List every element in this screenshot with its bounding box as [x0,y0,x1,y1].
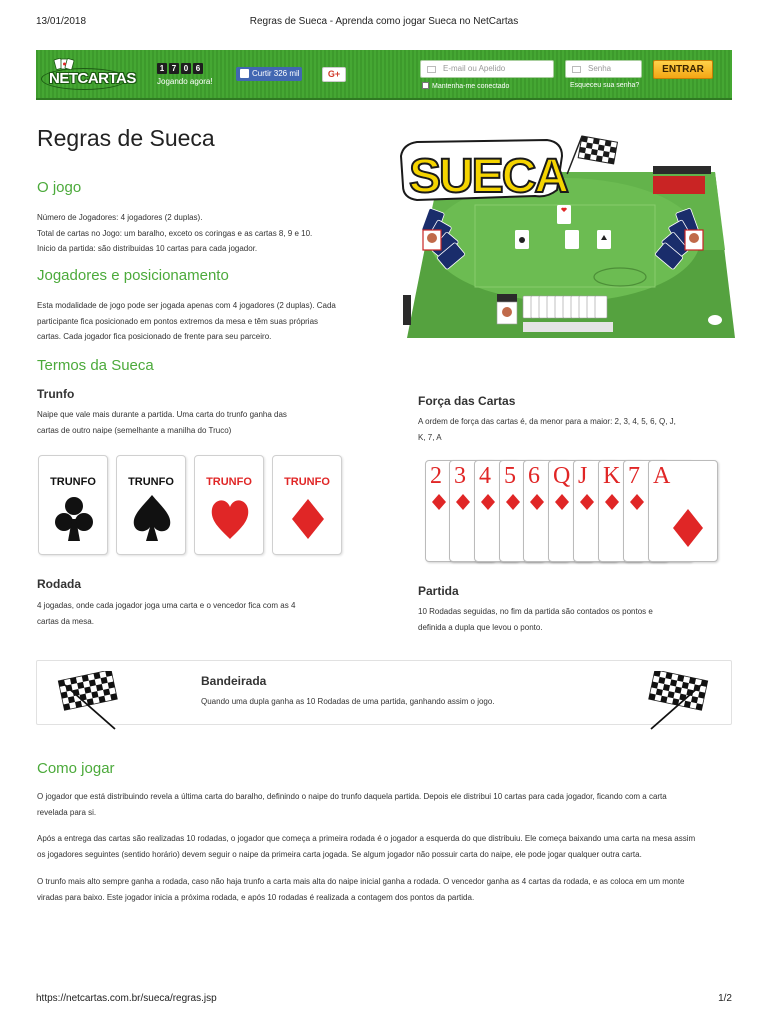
text-line: Inicio da partida: são distribuidas 10 cartas para cada jogador. [37,244,258,253]
strength-card: Q [548,460,618,562]
password-placeholder: Senha [588,64,612,73]
como-jogar-paragraph-1 [37,789,732,820]
print-date: 13/01/2018 [36,16,87,27]
email-input[interactable] [420,60,554,78]
strength-card: 4 [474,460,544,562]
key-icon [572,66,581,73]
section-heading-jogadores: Jogadores e posicionamento [37,267,229,284]
text-line: 10 Rodadas seguidas, no fim da partida são contados os pontos e [418,607,653,616]
text-line: Esta modalidade de jogo pode ser jogada apenas com 4 jogadores (2 duplas). Cada [37,301,336,310]
text-line: cartas da mesa. [37,616,94,626]
envelope-icon [427,66,436,73]
text-line: participante fica posicionado em pontos extremos da mesa e têm suas próprias [37,316,319,326]
partida-text [418,604,653,635]
jogadores-text [37,298,336,345]
counter-digit: 6 [193,63,203,74]
trunfo-card-label: TRUNFO [206,476,252,488]
card-strength-sequence [425,460,725,565]
rodada-heading: Rodada [37,577,82,591]
text-line: cartas de outro naipe (semelhante a manilha do Truco) [37,425,232,435]
players-counter-label: Jogando agora! [157,77,213,86]
text-line: definida a dupla que levou o ponto. [418,622,543,632]
text-line: Após a entrega das cartas são realizadas 10 rodadas, o jogador que começa a primeira rodada é o jogador a esquerda do que distribuiu. Ele começa baixando uma carta na mesa assim [37,834,696,843]
keep-connected-label: Mantenha-me conectado [432,83,510,90]
forgot-password-link[interactable]: Esqueceu sua senha? [570,82,640,89]
strength-card: 7 [623,460,693,562]
email-placeholder: E-mail ou Apelido [443,64,506,73]
trunfo-card-label: TRUNFO [284,476,330,488]
strength-card: 2 [425,460,495,562]
counter-digit: 7 [169,63,179,74]
text-line: K, 7, A [418,432,442,442]
players-counter [157,63,203,74]
section-heading-termos: Termos da Sueca [37,357,154,374]
text-line: Total de cartas no Jogo: um baralho, exceto os coringas e as cartas 8, 9 e 10. [37,228,313,238]
checkered-flag-icon [643,671,713,731]
text-line: O trunfo mais alto sempre ganha a rodada, caso não haja trunfo a carta mais alta do naipe inicial ganha a rodada. O vencedor ganha as 4 cartas da rodada, e as coloca em um monte [37,877,685,886]
print-page-number: 1/2 [718,993,732,1004]
login-button[interactable]: ENTRAR [653,60,713,79]
checkbox-icon [422,82,429,89]
keep-connected-checkbox[interactable] [422,82,509,90]
text-line: viradas para baixo. Este jogador inicia a próxima rodada, e após 10 rodadas é realizada a contagem dos pontos da partida. [37,892,475,902]
facebook-like-button[interactable] [236,67,302,81]
text-line: A ordem de força das cartas é, da menor para a maior: 2, 3, 4, 5, 6, Q, J, [418,417,676,426]
text-line: os jogadores seguintes (sentido horário) devem seguir o naipe da primeira carta jogada. Se algum jogador não possuir carta do naipe, ele pode jogar qualquer outra carta. [37,849,642,859]
cards-icon [53,58,75,70]
trunfo-card-label: TRUNFO [50,476,96,488]
bandeirada-text: Quando uma dupla ganha as 10 Rodadas de uma partida, ganhando assim o jogo. [201,697,495,706]
section-heading-o-jogo: O jogo [37,179,82,196]
strength-card: A [648,460,718,562]
text-line: O jogador que está distribuindo revela a última carta do baralho, definindo o naipe do trunfo daquela partida. Depois ele distribui 10 cartas para cada jogador, ficando com a carta [37,792,667,801]
text-line: revelada para si. [37,807,97,817]
como-jogar-paragraph-2 [37,831,732,862]
page-title: Regras de Sueca [37,125,215,151]
diamonds-icon [673,509,703,547]
bandeirada-box [36,660,732,725]
print-url[interactable]: https://netcartas.com.br/sueca/regras.jsp [36,993,217,1004]
trunfo-card-diamonds [272,455,342,555]
svg-text:SUECA: SUECA [409,150,568,203]
netcartas-logo[interactable] [41,60,136,88]
trunfo-card-clubs [38,455,108,555]
hearts-icon [210,493,250,545]
forca-heading: Força das Cartas [418,394,516,408]
section-heading-como-jogar: Como jogar [37,760,115,777]
counter-digit: 1 [157,63,167,74]
spades-icon [132,493,172,545]
print-title: Regras de Sueca - Aprenda como jogar Sueca no NetCartas [249,16,519,27]
game-screenshot [395,130,735,345]
trunfo-card-hearts [194,455,264,555]
text-line: 4 jogadas, onde cada jogador joga uma carta e o vencedor fica com as 4 [37,601,296,610]
bandeirada-heading: Bandeirada [201,674,267,688]
diamonds-icon [288,493,328,545]
logo-text: NETCARTAS [49,70,136,87]
site-header [36,50,732,100]
strength-card: 3 [449,460,519,562]
facebook-like-label: Curtir 326 mil [252,69,300,78]
counter-digit: 0 [181,63,191,74]
forca-text [418,414,676,445]
text-line: Número de Jogadores: 4 jogadores (2 duplas). [37,213,203,222]
trunfo-card-spades [116,455,186,555]
strength-card: K [598,460,668,562]
text-line: Naipe que vale mais durante a partida. Uma carta do trunfo ganha das [37,410,287,419]
text-line: cartas. Cada jogador fica posicionado de frente para seu parceiro. [37,332,272,341]
trunfo-card-label: TRUNFO [128,476,174,488]
trunfo-heading: Trunfo [37,387,75,401]
thumbs-up-icon [240,69,249,78]
google-plus-button[interactable]: G+ [322,67,346,82]
rodada-text [37,598,295,629]
clubs-icon [54,493,94,545]
partida-heading: Partida [418,584,459,598]
o-jogo-text [37,210,312,257]
strength-card: J [573,460,643,562]
password-input[interactable] [565,60,642,78]
checkered-flag-icon [53,671,123,731]
como-jogar-paragraph-3 [37,874,732,905]
trunfo-text [37,407,287,438]
strength-card: 6 [523,460,593,562]
strength-card: 5 [499,460,569,562]
